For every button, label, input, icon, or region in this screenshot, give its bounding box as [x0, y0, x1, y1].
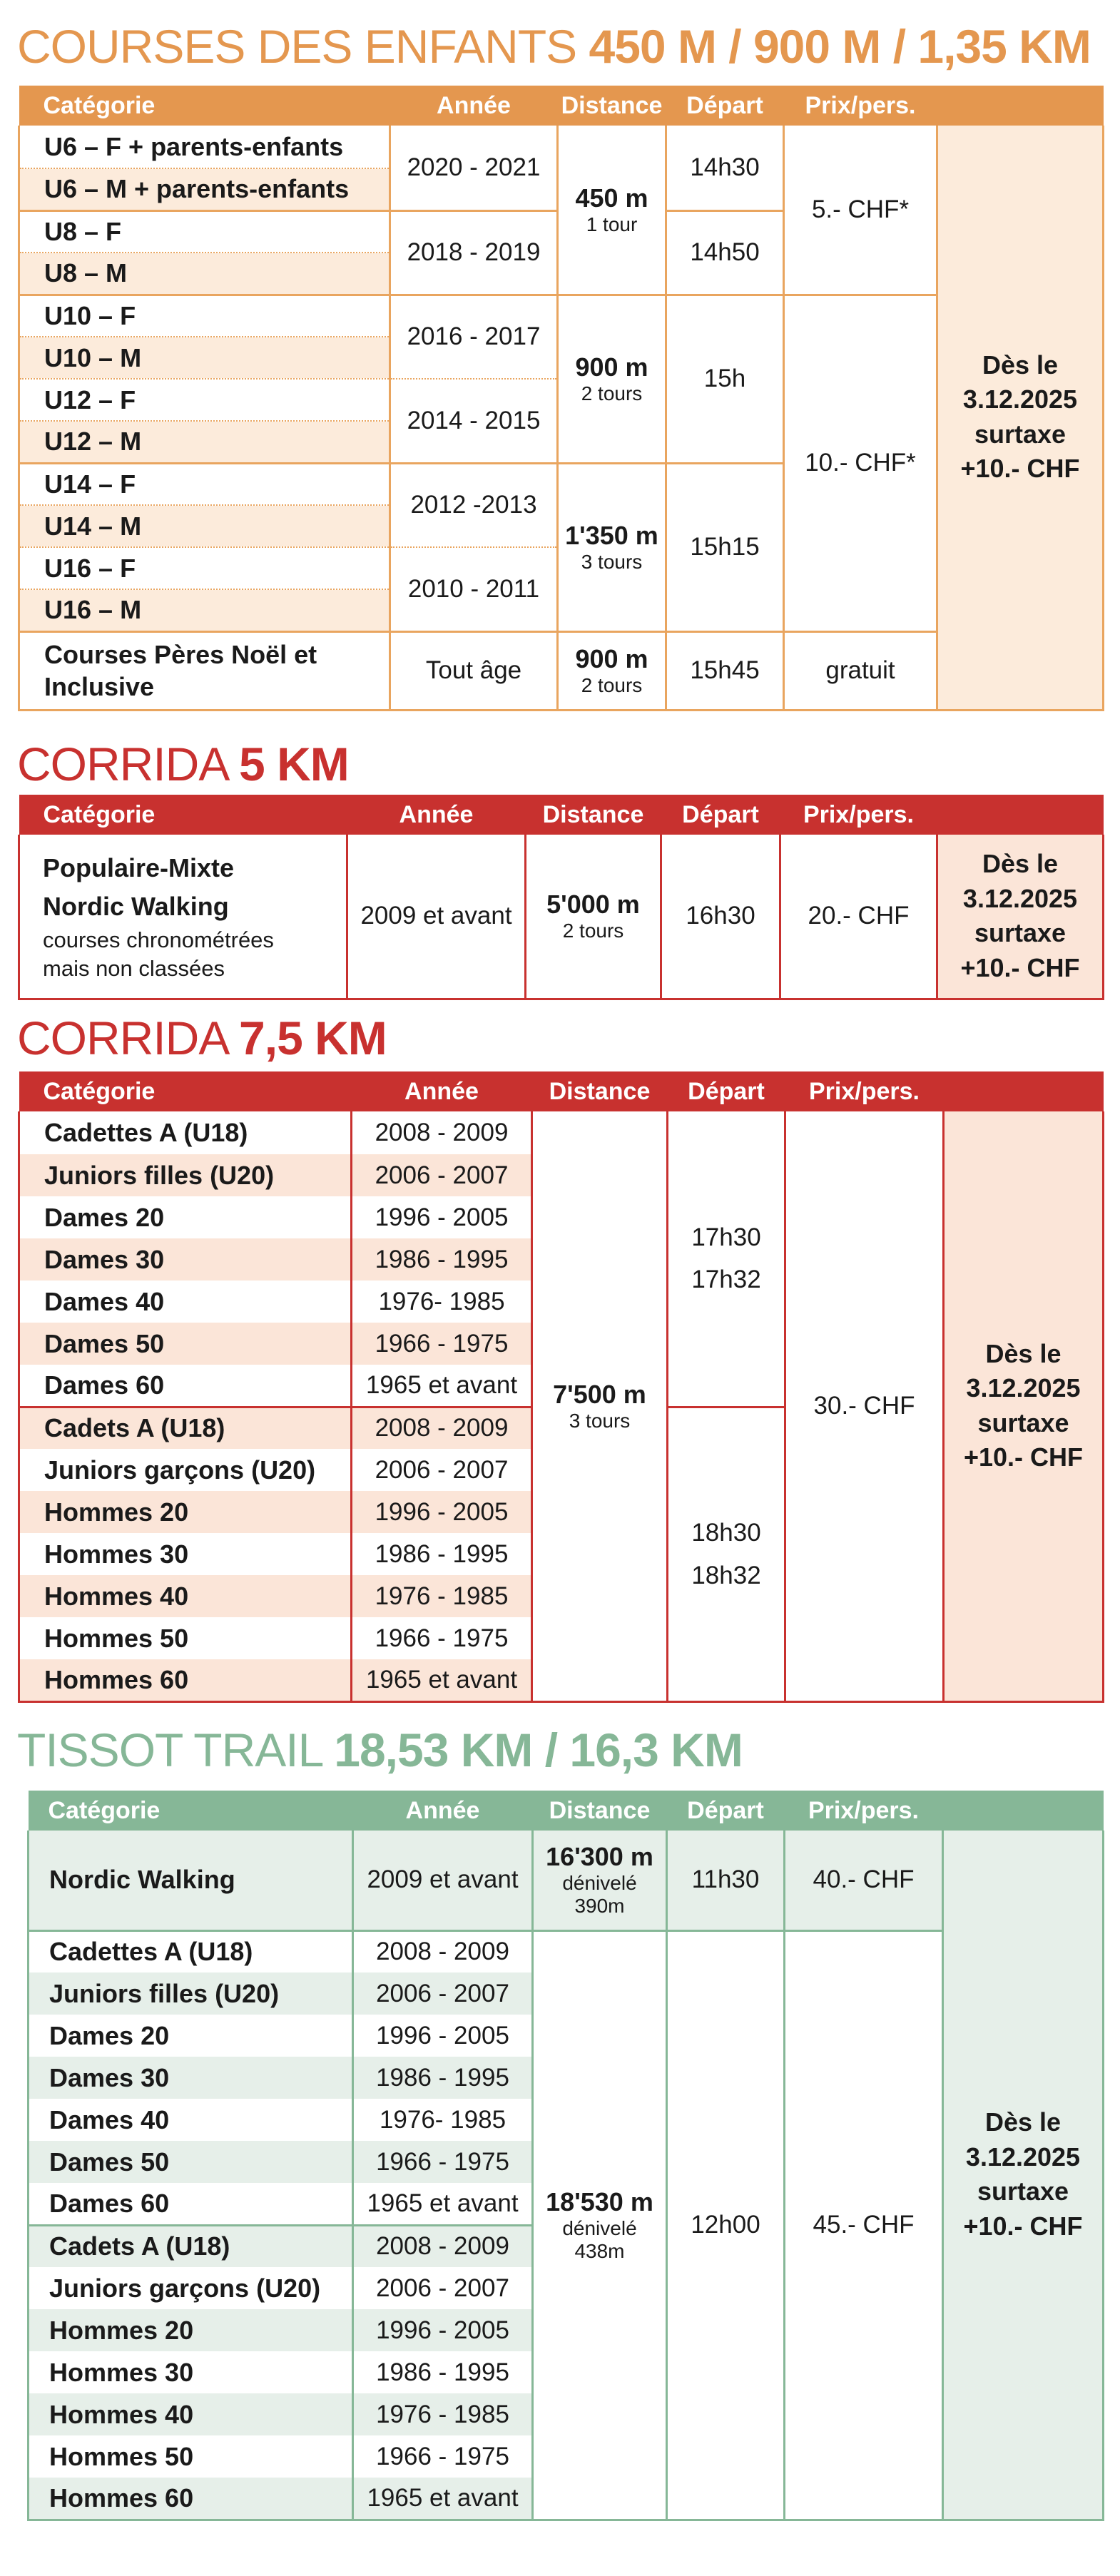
title-light: CORRIDA [17, 1012, 240, 1064]
year-cell: 1976- 1985 [352, 1281, 532, 1323]
header-depart: Départ [668, 1071, 785, 1111]
distance-elevation-label: dénivelé [562, 1872, 637, 1895]
category-cell: Dames 40 [29, 2099, 353, 2141]
depart-time: 17h30 [691, 1223, 761, 1251]
year-cell: 1965 et avant [352, 1365, 532, 1407]
category-cell: Hommes 60 [19, 1659, 352, 1701]
year-cell: 2008 - 2009 [353, 2225, 533, 2267]
depart-cell: 15h15 [666, 463, 784, 631]
section-title-enfants [17, 20, 1091, 73]
distance-cell [533, 1831, 667, 1930]
surtaxe-line: surtaxe [977, 2177, 1069, 2206]
distance-value: 1'350 m [565, 521, 658, 550]
category-cell [19, 835, 347, 999]
surtaxe-cell [937, 835, 1104, 999]
category-cell: Hommes 50 [19, 1617, 352, 1659]
distance-cell [558, 463, 666, 631]
year-cell: Tout âge [390, 631, 558, 710]
year-cell: 1986 - 1995 [353, 2351, 533, 2393]
year-cell: 1986 - 1995 [352, 1533, 532, 1575]
title-bold: 450 M / 900 M / 1,35 KM [589, 20, 1091, 73]
year-cell: 1965 et avant [353, 2478, 533, 2520]
category-cell: Hommes 20 [29, 2309, 353, 2351]
price-cell: 40.- CHF [785, 1831, 943, 1930]
year-cell: 2016 - 2017 [390, 295, 558, 379]
distance-cell [533, 1930, 667, 2520]
title-light: COURSES DES ENFANTS [17, 20, 589, 73]
category-cell: U16 – F [19, 547, 390, 589]
header-surtaxe [943, 1791, 1104, 1831]
header-distance: Distance [533, 1791, 667, 1831]
category-cell: Juniors filles (U20) [19, 1154, 352, 1196]
distance-value: 18'530 m [546, 2187, 653, 2216]
surtaxe-cell [943, 1831, 1104, 2520]
table-enfants [18, 86, 1104, 711]
year-cell: 1966 - 1975 [352, 1323, 532, 1365]
depart-time: 18h30 [691, 1519, 761, 1547]
header-prix: Prix/pers. [785, 1071, 944, 1111]
price-cell: gratuit [784, 631, 937, 710]
title-bold: 7,5 KM [239, 1012, 387, 1064]
distance-laps: 2 tours [562, 920, 624, 942]
year-cell: 2009 et avant [353, 1831, 533, 1930]
category-cell: U12 – F [19, 379, 390, 421]
year-cell: 1996 - 2005 [353, 2309, 533, 2351]
year-cell: 1986 - 1995 [352, 1238, 532, 1281]
depart-cell: 14h30 [666, 126, 784, 210]
depart-cell: 16h30 [661, 835, 780, 999]
header-categorie: Catégorie [29, 1791, 353, 1831]
year-cell: 2009 et avant [347, 835, 526, 999]
depart-cell-men [668, 1407, 785, 1701]
price-cell: 5.- CHF* [784, 126, 937, 295]
header-depart: Départ [667, 1791, 785, 1831]
year-cell: 1976 - 1985 [353, 2393, 533, 2435]
surtaxe-line: Dès le [985, 1338, 1062, 1368]
section-title-corrida-5km [17, 740, 349, 788]
year-cell: 2006 - 2007 [352, 1154, 532, 1196]
category-cell: Juniors garçons (U20) [19, 1449, 352, 1491]
surtaxe-line: Dès le [982, 350, 1059, 380]
surtaxe-amount: +10.- CHF [960, 952, 1080, 982]
year-cell: 2006 - 2007 [353, 2267, 533, 2309]
category-line: Courses Pères Noël et [44, 640, 317, 669]
year-cell: 1996 - 2005 [352, 1491, 532, 1533]
price-cell: 20.- CHF [780, 835, 937, 999]
surtaxe-line: surtaxe [974, 419, 1066, 449]
year-cell: 1966 - 1975 [353, 2435, 533, 2478]
distance-cell [532, 1111, 668, 1701]
category-cell: U14 – M [19, 505, 390, 547]
surtaxe-amount: +10.- CHF [963, 1442, 1084, 1472]
category-cell: Dames 50 [29, 2141, 353, 2183]
depart-cell: 15h [666, 295, 784, 463]
header-prix: Prix/pers. [785, 1791, 943, 1831]
surtaxe-cell [944, 1111, 1104, 1701]
table-row [29, 1930, 1104, 1972]
category-cell: Cadettes A (U18) [19, 1111, 352, 1154]
year-cell: 2014 - 2015 [390, 379, 558, 463]
year-cell: 2008 - 2009 [352, 1111, 532, 1154]
year-cell: 2010 - 2011 [390, 547, 558, 631]
year-cell: 1965 et avant [352, 1659, 532, 1701]
distance-laps: 3 tours [581, 551, 643, 573]
category-cell: Hommes 30 [29, 2351, 353, 2393]
header-annee: Année [390, 86, 558, 126]
distance-value: 900 m [575, 644, 648, 673]
category-cell: U10 – F [19, 295, 390, 337]
category-cell: Dames 60 [19, 1365, 352, 1407]
surtaxe-line: Dès le [984, 2107, 1062, 2137]
category-cell: U14 – F [19, 463, 390, 505]
year-cell: 2008 - 2009 [352, 1407, 532, 1449]
category-cell: Hommes 60 [29, 2478, 353, 2520]
table-row [19, 835, 1104, 999]
header-distance: Distance [558, 86, 666, 126]
surtaxe-line: surtaxe [977, 1407, 1069, 1437]
year-cell: 2012 -2013 [390, 463, 558, 547]
year-cell: 2008 - 2009 [353, 1930, 533, 1972]
category-cell: Hommes 20 [19, 1491, 352, 1533]
surtaxe-date: 3.12.2025 [962, 883, 1078, 913]
table-header [29, 1791, 1104, 1831]
depart-cell: 11h30 [667, 1831, 785, 1930]
distance-cell [558, 126, 666, 295]
distance-value: 5'000 m [546, 890, 640, 920]
distance-laps: 2 tours [581, 382, 643, 404]
category-cell: Juniors filles (U20) [29, 1972, 353, 2015]
year-cell: 2018 - 2019 [390, 210, 558, 295]
category-note: courses chronométrées [43, 927, 274, 952]
category-cell: U6 – F + parents-enfants [19, 126, 390, 168]
year-cell: 2006 - 2007 [353, 1972, 533, 2015]
distance-laps: 2 tours [581, 674, 643, 696]
category-cell: Nordic Walking [29, 1831, 353, 1930]
depart-time: 18h32 [691, 1561, 761, 1589]
year-cell: 2006 - 2007 [352, 1449, 532, 1491]
header-surtaxe [937, 795, 1104, 835]
depart-cell: 12h00 [667, 1930, 785, 2520]
header-categorie: Catégorie [19, 795, 347, 835]
distance-value: 7'500 m [553, 1379, 646, 1409]
header-categorie: Catégorie [19, 86, 390, 126]
section-title-trail [17, 1724, 743, 1776]
header-surtaxe [937, 86, 1104, 126]
table-row [29, 1831, 1104, 1930]
year-cell: 1965 et avant [353, 2183, 533, 2225]
distance-cell [526, 835, 661, 999]
distance-elevation: 390m [574, 1895, 625, 1918]
distance-elevation-label: dénivelé [562, 2217, 637, 2239]
year-cell: 1986 - 1995 [353, 2057, 533, 2099]
category-cell: Cadets A (U18) [19, 1407, 352, 1449]
distance-cell [558, 295, 666, 463]
table-corrida-7-5km [18, 1071, 1104, 1703]
year-cell: 1996 - 2005 [353, 2015, 533, 2057]
header-prix: Prix/pers. [780, 795, 937, 835]
category-cell: U10 – M [19, 337, 390, 379]
year-cell: 2020 - 2021 [390, 126, 558, 210]
header-surtaxe [944, 1071, 1104, 1111]
section-title-corrida-7-5km [17, 1014, 387, 1062]
table-trail [27, 1791, 1104, 2521]
distance-laps: 3 tours [569, 1409, 631, 1432]
distance-value: 16'300 m [546, 1842, 653, 1872]
category-cell: U12 – M [19, 421, 390, 463]
surtaxe-amount: +10.- CHF [960, 454, 1080, 484]
distance-elevation: 438m [574, 2240, 625, 2262]
surtaxe-date: 3.12.2025 [962, 385, 1078, 414]
table-header [19, 86, 1104, 126]
category-cell: Cadettes A (U18) [29, 1930, 353, 1972]
category-cell: Hommes 30 [19, 1533, 352, 1575]
depart-cell: 15h45 [666, 631, 784, 710]
price-cell: 10.- CHF* [784, 295, 937, 631]
table-header [19, 795, 1104, 835]
category-line: Inclusive [44, 672, 155, 701]
title-light: CORRIDA [17, 738, 240, 790]
category-cell: Dames 60 [29, 2183, 353, 2225]
year-cell: 1966 - 1975 [352, 1617, 532, 1659]
distance-laps: 1 tour [586, 213, 638, 235]
category-cell: Cadets A (U18) [29, 2225, 353, 2267]
distance-cell [558, 631, 666, 710]
category-cell: Dames 20 [29, 2015, 353, 2057]
category-cell: Hommes 40 [29, 2393, 353, 2435]
title-light: TISSOT TRAIL [17, 1724, 335, 1776]
header-distance: Distance [532, 1071, 668, 1111]
surtaxe-date: 3.12.2025 [965, 2142, 1081, 2172]
header-annee: Année [347, 795, 526, 835]
distance-value: 450 m [575, 183, 648, 213]
category-cell: Dames 40 [19, 1281, 352, 1323]
surtaxe-date: 3.12.2025 [966, 1373, 1081, 1403]
price-cell: 30.- CHF [785, 1111, 944, 1701]
category-cell: U6 – M + parents-enfants [19, 168, 390, 210]
surtaxe-cell [937, 126, 1104, 710]
table-row [19, 126, 1104, 168]
category-cell: U8 – M [19, 253, 390, 295]
header-annee: Année [353, 1791, 533, 1831]
year-cell: 1996 - 2005 [352, 1196, 532, 1238]
surtaxe-line: Dès le [982, 849, 1059, 879]
year-cell: 1966 - 1975 [353, 2141, 533, 2183]
distance-value: 900 m [575, 352, 648, 382]
category-line: Populaire-Mixte [43, 852, 235, 882]
depart-cell: 14h50 [666, 210, 784, 295]
category-cell: U16 – M [19, 589, 390, 631]
depart-cell-women [668, 1111, 785, 1407]
title-bold: 18,53 KM / 16,3 KM [334, 1724, 743, 1776]
category-cell: U8 – F [19, 210, 390, 253]
category-cell: Dames 30 [29, 2057, 353, 2099]
category-cell: Dames 20 [19, 1196, 352, 1238]
category-cell: Dames 50 [19, 1323, 352, 1365]
category-cell: Dames 30 [19, 1238, 352, 1281]
surtaxe-line: surtaxe [974, 918, 1066, 948]
header-prix: Prix/pers. [784, 86, 937, 126]
header-categorie: Catégorie [19, 1071, 352, 1111]
year-cell: 1976- 1985 [353, 2099, 533, 2141]
header-distance: Distance [526, 795, 661, 835]
surtaxe-amount: +10.- CHF [963, 2211, 1083, 2241]
price-cell: 45.- CHF [785, 1930, 943, 2520]
category-cell: Hommes 40 [19, 1575, 352, 1617]
category-cell: Juniors garçons (U20) [29, 2267, 353, 2309]
header-depart: Départ [666, 86, 784, 126]
table-header [19, 1071, 1104, 1111]
category-note: mais non classées [43, 956, 225, 982]
category-cell [19, 631, 390, 710]
year-cell: 1976 - 1985 [352, 1575, 532, 1617]
header-depart: Départ [661, 795, 780, 835]
title-bold: 5 KM [239, 738, 349, 790]
depart-time: 17h32 [691, 1266, 761, 1294]
category-cell: Hommes 50 [29, 2435, 353, 2478]
category-line: Nordic Walking [43, 891, 229, 921]
table-corrida-5km [18, 795, 1104, 1000]
table-row [19, 1111, 1104, 1154]
header-annee: Année [352, 1071, 532, 1111]
